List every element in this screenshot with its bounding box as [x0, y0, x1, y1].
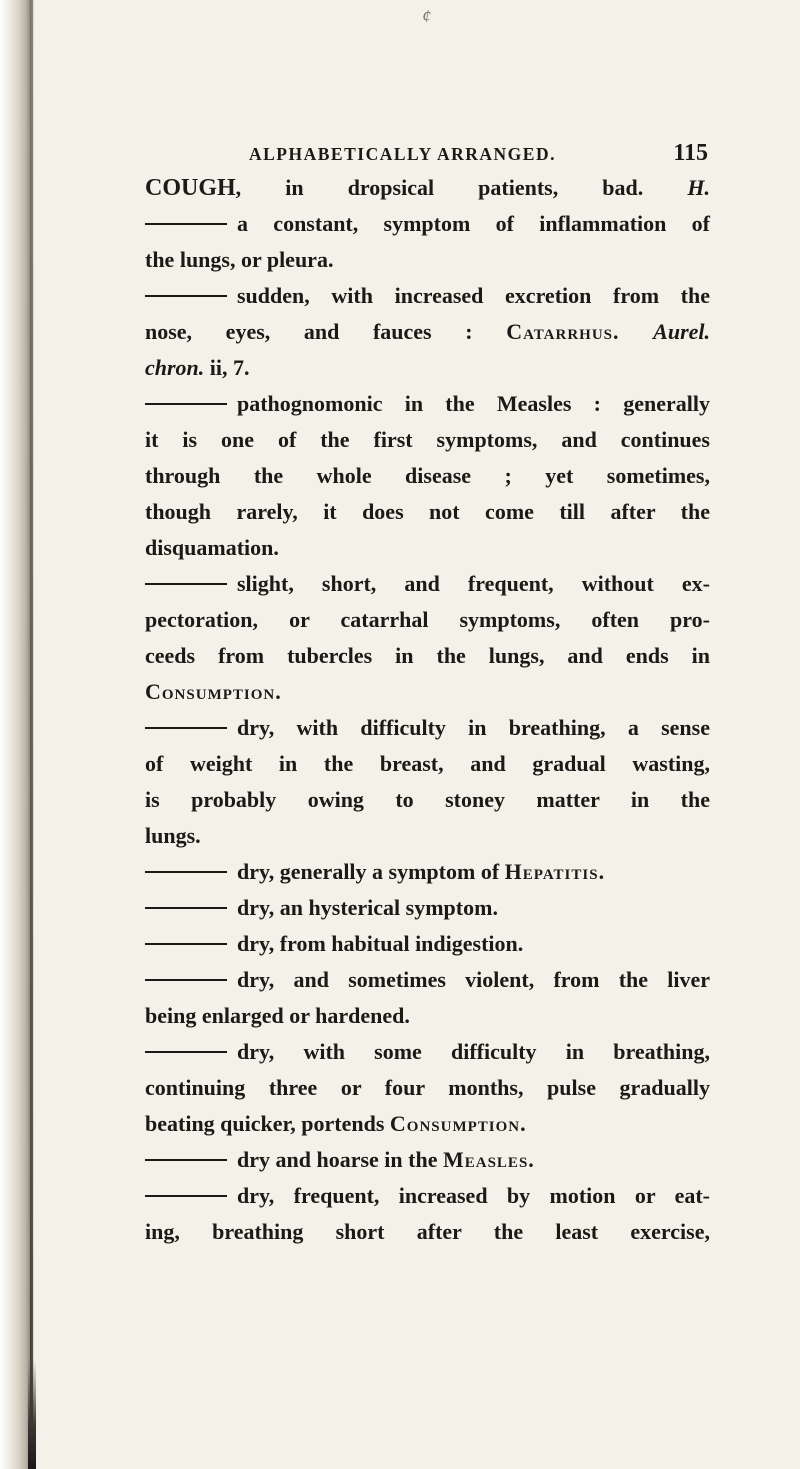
text-line [145, 458, 710, 494]
line-text: ceeds from tubercles in the lungs, and ends in [145, 643, 710, 668]
text-line [145, 566, 710, 602]
term-small-caps: Measles. [442, 1147, 535, 1172]
line-text: pathognomonic in the Measles : generally [237, 391, 710, 416]
line-text: pectoration, or catarrhal symptoms, often pro- [145, 607, 710, 632]
text-line [145, 494, 710, 530]
text-line [145, 206, 710, 242]
line-text: beating quicker, portends [145, 1111, 385, 1136]
binding-shadow [28, 1360, 36, 1469]
line-text: dry, frequent, increased by motion or eat- [237, 1183, 710, 1208]
line-text: ing, breathing short after the least exercise, [145, 1219, 710, 1244]
line-text: sudden, with increased excretion from the [237, 283, 710, 308]
text-line [145, 998, 710, 1034]
text-line [145, 278, 710, 314]
line-text: continuing three or four months, pulse gradually [145, 1075, 710, 1100]
running-head: ALPHABETICALLY ARRANGED. [249, 144, 556, 164]
term-small-caps: Catarrhus. [506, 319, 620, 344]
line-text: the lungs, or pleura. [145, 247, 334, 272]
source-abbrev: Aurel. [653, 319, 711, 344]
text-line [145, 926, 710, 962]
text-line [145, 782, 710, 818]
text-line [145, 314, 710, 350]
text-line [145, 1142, 710, 1178]
text-line [145, 854, 710, 890]
line-text: disquamation. [145, 535, 279, 560]
term-small-caps: Consumption. [145, 679, 282, 704]
ditto-dash [145, 871, 227, 873]
body-text [145, 170, 710, 1250]
text-line [145, 746, 710, 782]
headword: COUGH [145, 175, 236, 201]
text-line [145, 890, 710, 926]
page-mark: ¢ [422, 6, 431, 26]
text-line [145, 422, 710, 458]
line-text: nose, eyes, and fauces : [145, 319, 473, 344]
line-text: being enlarged or hardened. [145, 1003, 410, 1028]
text-line [145, 350, 710, 386]
line-text: dry, generally a symptom of [237, 859, 500, 884]
source-abbrev: H. [687, 175, 710, 200]
line-text: , in dropsical patients, bad. [235, 175, 644, 200]
line-text: dry, and sometimes violent, from the liver [237, 967, 710, 992]
line-text: lungs. [145, 823, 201, 848]
term-small-caps: Consumption. [389, 1111, 527, 1136]
line-text: dry, with some difficulty in breathing, [237, 1039, 710, 1064]
line-text: dry and hoarse in the [237, 1147, 438, 1172]
text-line [145, 1070, 710, 1106]
ditto-dash [145, 1159, 227, 1161]
ditto-dash [145, 223, 227, 225]
ditto-dash [145, 1195, 227, 1197]
term-small-caps: Hepatitis. [504, 859, 606, 884]
text-line [145, 1106, 710, 1142]
text-line [145, 710, 710, 746]
line-text: though rarely, it does not come till after the [145, 499, 710, 524]
line-text: a constant, symptom of inflammation of [237, 211, 710, 236]
line-text: dry, an hysterical symptom. [237, 895, 498, 920]
ditto-dash [145, 583, 227, 585]
line-text: is probably owing to stoney matter in the [145, 787, 710, 812]
ditto-dash [145, 295, 227, 297]
ditto-dash [145, 1051, 227, 1053]
ditto-dash [145, 727, 227, 729]
text-line [145, 1178, 710, 1214]
ditto-dash [145, 907, 227, 909]
text-line [145, 170, 710, 206]
ditto-dash [145, 943, 227, 945]
text-line [145, 530, 710, 566]
text-line [145, 962, 710, 998]
line-text: dry, with difficulty in breathing, a sense [237, 715, 710, 740]
text-line [145, 1034, 710, 1070]
line-text: ii, 7. [209, 355, 250, 380]
text-line [145, 242, 710, 278]
binding-edge [30, 0, 33, 1469]
page-gutter [0, 0, 34, 1469]
page-number: 115 [673, 140, 708, 166]
text-line [145, 674, 710, 710]
page-header [249, 140, 708, 170]
line-text: it is one of the first symptoms, and continues [145, 427, 710, 452]
text-line [145, 1214, 710, 1250]
text-line [145, 818, 710, 854]
line-text: of weight in the breast, and gradual wasting, [145, 751, 710, 776]
text-line [145, 638, 710, 674]
line-text: dry, from habitual indigestion. [237, 931, 524, 956]
ditto-dash [145, 979, 227, 981]
text-line [145, 602, 710, 638]
text-line [145, 386, 710, 422]
line-text: through the whole disease ; yet sometimes, [145, 463, 710, 488]
source-abbrev: chron. [145, 355, 205, 380]
ditto-dash [145, 403, 227, 405]
line-text: slight, short, and frequent, without ex- [237, 571, 710, 596]
